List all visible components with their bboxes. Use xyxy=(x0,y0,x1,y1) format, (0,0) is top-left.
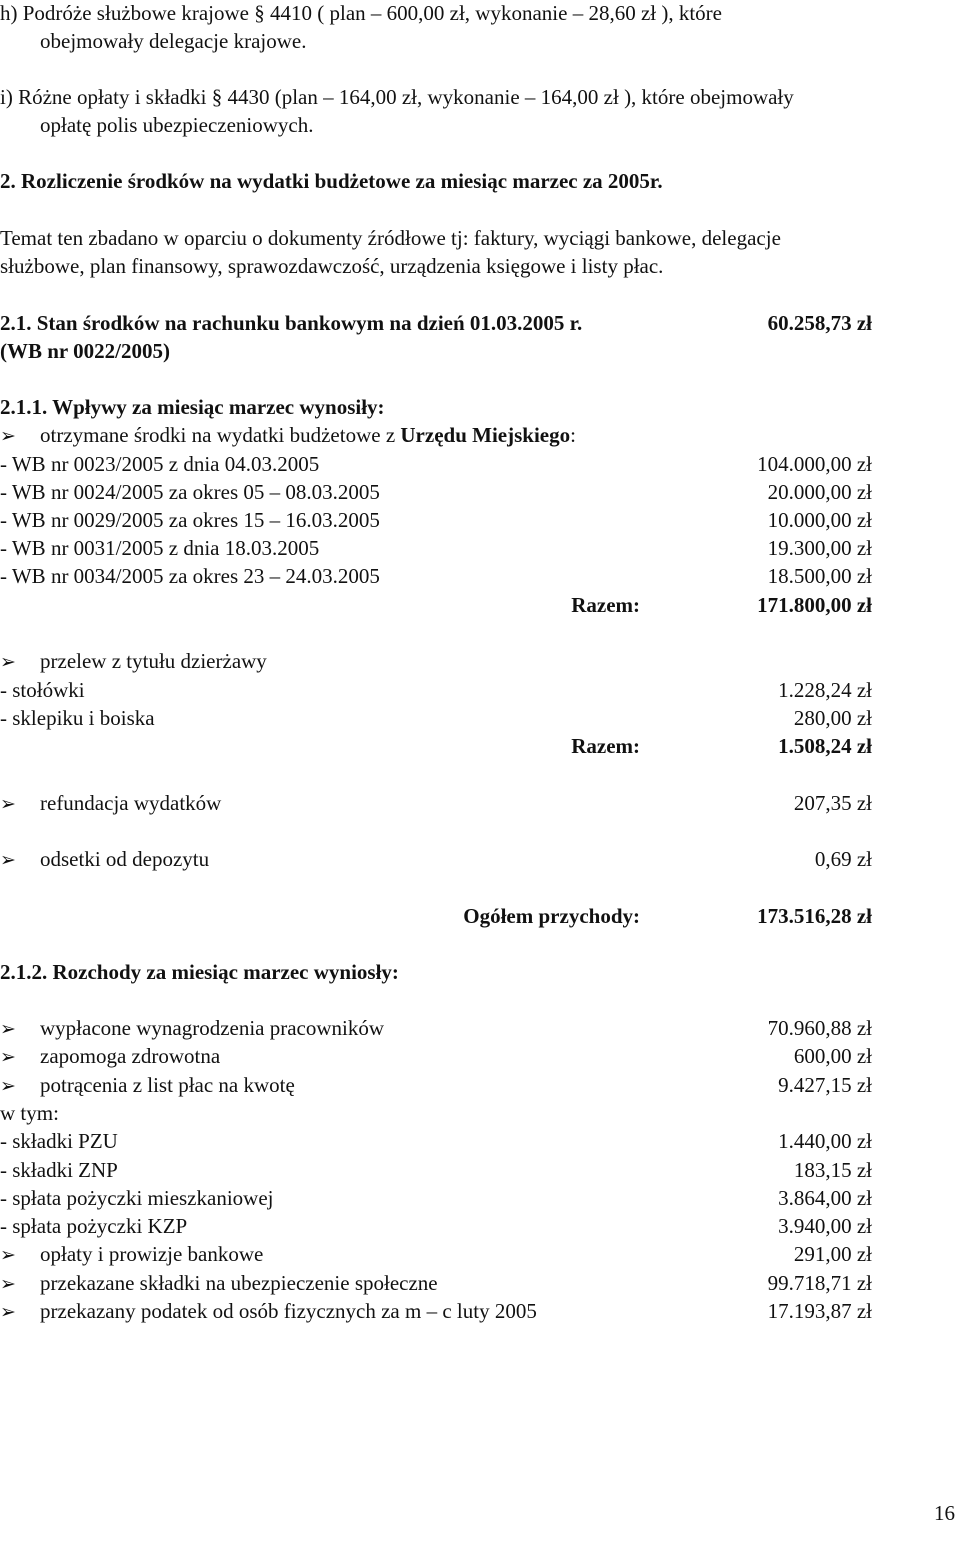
item-h-line2: obejmowały delegacje krajowe. xyxy=(40,29,307,53)
expense-row-amount: 291,00 zł xyxy=(793,1242,872,1266)
receipt-row-label: - WB nr 0023/2005 z dnia 04.03.2005 xyxy=(0,452,320,476)
receipt-row-amount: 20.000,00 zł xyxy=(767,480,872,504)
refund-amount: 207,35 zł xyxy=(793,791,872,815)
arrow-bullet-icon: ➢ xyxy=(0,1075,16,1097)
arrow-bullet-icon: ➢ xyxy=(0,849,16,871)
bullet-interest: ➢ odsetki od depozytu xyxy=(0,847,210,871)
bullet-received-funds: ➢ otrzymane środki na wydatki budżetowe z Urzędu Miejskiego: xyxy=(0,423,576,447)
razem-amount: 1.508,24 zł xyxy=(778,734,872,758)
expense-row-amount: 1.440,00 zł xyxy=(778,1129,872,1153)
expense-row-amount: 3.940,00 zł xyxy=(778,1214,872,1238)
section-2-1-heading: 2.1. Stan środków na rachunku bankowym na dzień 01.03.2005 r. xyxy=(0,311,583,335)
expense-row-label: ➢ potrącenia z list płac na kwotę xyxy=(0,1073,295,1097)
intro-line1: Temat ten zbadano w oparciu o dokumenty źródłowe tj: faktury, wyciągi bankowe, delegacje xyxy=(0,226,781,250)
arrow-bullet-icon: ➢ xyxy=(0,1244,16,1266)
section-2-1-subheading: (WB nr 0022/2005) xyxy=(0,339,170,363)
arrow-bullet-icon: ➢ xyxy=(0,793,16,815)
lease-row-amount: 1.228,24 zł xyxy=(778,678,872,702)
page-number: 16 xyxy=(934,1501,955,1525)
item-h-line1: h) Podróże służbowe krajowe § 4410 ( plan – 600,00 zł, wykonanie – 28,60 zł ), które xyxy=(0,1,722,25)
razem-label: Razem: xyxy=(571,734,640,758)
item-i-line1: i) Różne opłaty i składki § 4430 (plan – 164,00 zł, wykonanie – 164,00 zł ), które obejmowały xyxy=(0,85,794,109)
expense-row-amount: 600,00 zł xyxy=(793,1044,872,1068)
expense-row-label: - spłata pożyczki mieszkaniowej xyxy=(0,1186,274,1210)
expense-row-amount: 3.864,00 zł xyxy=(778,1186,872,1210)
arrow-bullet-icon: ➢ xyxy=(0,1273,16,1295)
section-2-1-1-heading: 2.1.1. Wpływy za miesiąc marzec wynosiły: xyxy=(0,395,385,419)
expense-row-label: - spłata pożyczki KZP xyxy=(0,1214,188,1238)
razem-amount: 171.800,00 zł xyxy=(757,593,872,617)
expense-row-amount: 183,15 zł xyxy=(793,1158,872,1182)
expense-row-label: ➢ zapomoga zdrowotna xyxy=(0,1044,221,1068)
receipt-row-label: - WB nr 0031/2005 z dnia 18.03.2005 xyxy=(0,536,320,560)
opening-balance-amount: 60.258,73 zł xyxy=(767,311,872,335)
expense-row-label: w tym: xyxy=(0,1101,59,1125)
total-income-label: Ogółem przychody: xyxy=(463,904,640,928)
arrow-bullet-icon: ➢ xyxy=(0,1301,16,1323)
intro-line2: służbowe, plan finansowy, sprawozdawczość, urządzenia księgowe i listy płac. xyxy=(0,254,664,278)
razem-label: Razem: xyxy=(571,593,640,617)
receipt-row-label: - WB nr 0024/2005 za okres 05 – 08.03.2005 xyxy=(0,480,380,504)
bullet-refund: ➢ refundacja wydatków xyxy=(0,791,222,815)
lease-row-label: - stołówki xyxy=(0,678,85,702)
expense-row-label: ➢ przekazany podatek od osób fizycznych za m – c luty 2005 xyxy=(0,1299,537,1323)
expense-row-amount: 70.960,88 zł xyxy=(767,1016,872,1040)
arrow-bullet-icon: ➢ xyxy=(0,1046,16,1068)
lease-row-amount: 280,00 zł xyxy=(793,706,872,730)
item-i-line2: opłatę polis ubezpieczeniowych. xyxy=(40,113,314,137)
arrow-bullet-icon: ➢ xyxy=(0,651,16,673)
arrow-bullet-icon: ➢ xyxy=(0,1018,16,1040)
expense-row-label: ➢ opłaty i prowizje bankowe xyxy=(0,1242,264,1266)
lease-row-label: - sklepiku i boiska xyxy=(0,706,155,730)
total-income-amount: 173.516,28 zł xyxy=(757,904,872,928)
expense-row-amount: 17.193,87 zł xyxy=(767,1299,872,1323)
expense-row-amount: 9.427,15 zł xyxy=(778,1073,872,1097)
section-2-1-2-heading: 2.1.2. Rozchody za miesiąc marzec wyniosły: xyxy=(0,960,399,984)
receipt-row-label: - WB nr 0029/2005 za okres 15 – 16.03.2005 xyxy=(0,508,380,532)
expense-row-label: - składki ZNP xyxy=(0,1158,118,1182)
section-2-heading: 2. Rozliczenie środków na wydatki budżetowe za miesiąc marzec za 2005r. xyxy=(0,169,663,193)
expense-row-label: - składki PZU xyxy=(0,1129,118,1153)
arrow-bullet-icon: ➢ xyxy=(0,425,16,447)
interest-amount: 0,69 zł xyxy=(814,847,872,871)
receipt-row-amount: 104.000,00 zł xyxy=(757,452,872,476)
receipt-row-label: - WB nr 0034/2005 za okres 23 – 24.03.2005 xyxy=(0,564,380,588)
bullet-lease-transfer: ➢ przelew z tytułu dzierżawy xyxy=(0,649,267,673)
expense-row-label: ➢ przekazane składki na ubezpieczenie społeczne xyxy=(0,1271,438,1295)
receipt-row-amount: 19.300,00 zł xyxy=(767,536,872,560)
receipt-row-amount: 18.500,00 zł xyxy=(767,564,872,588)
expense-row-amount: 99.718,71 zł xyxy=(767,1271,872,1295)
receipt-row-amount: 10.000,00 zł xyxy=(767,508,872,532)
expense-row-label: ➢ wypłacone wynagrodzenia pracowników xyxy=(0,1016,385,1040)
